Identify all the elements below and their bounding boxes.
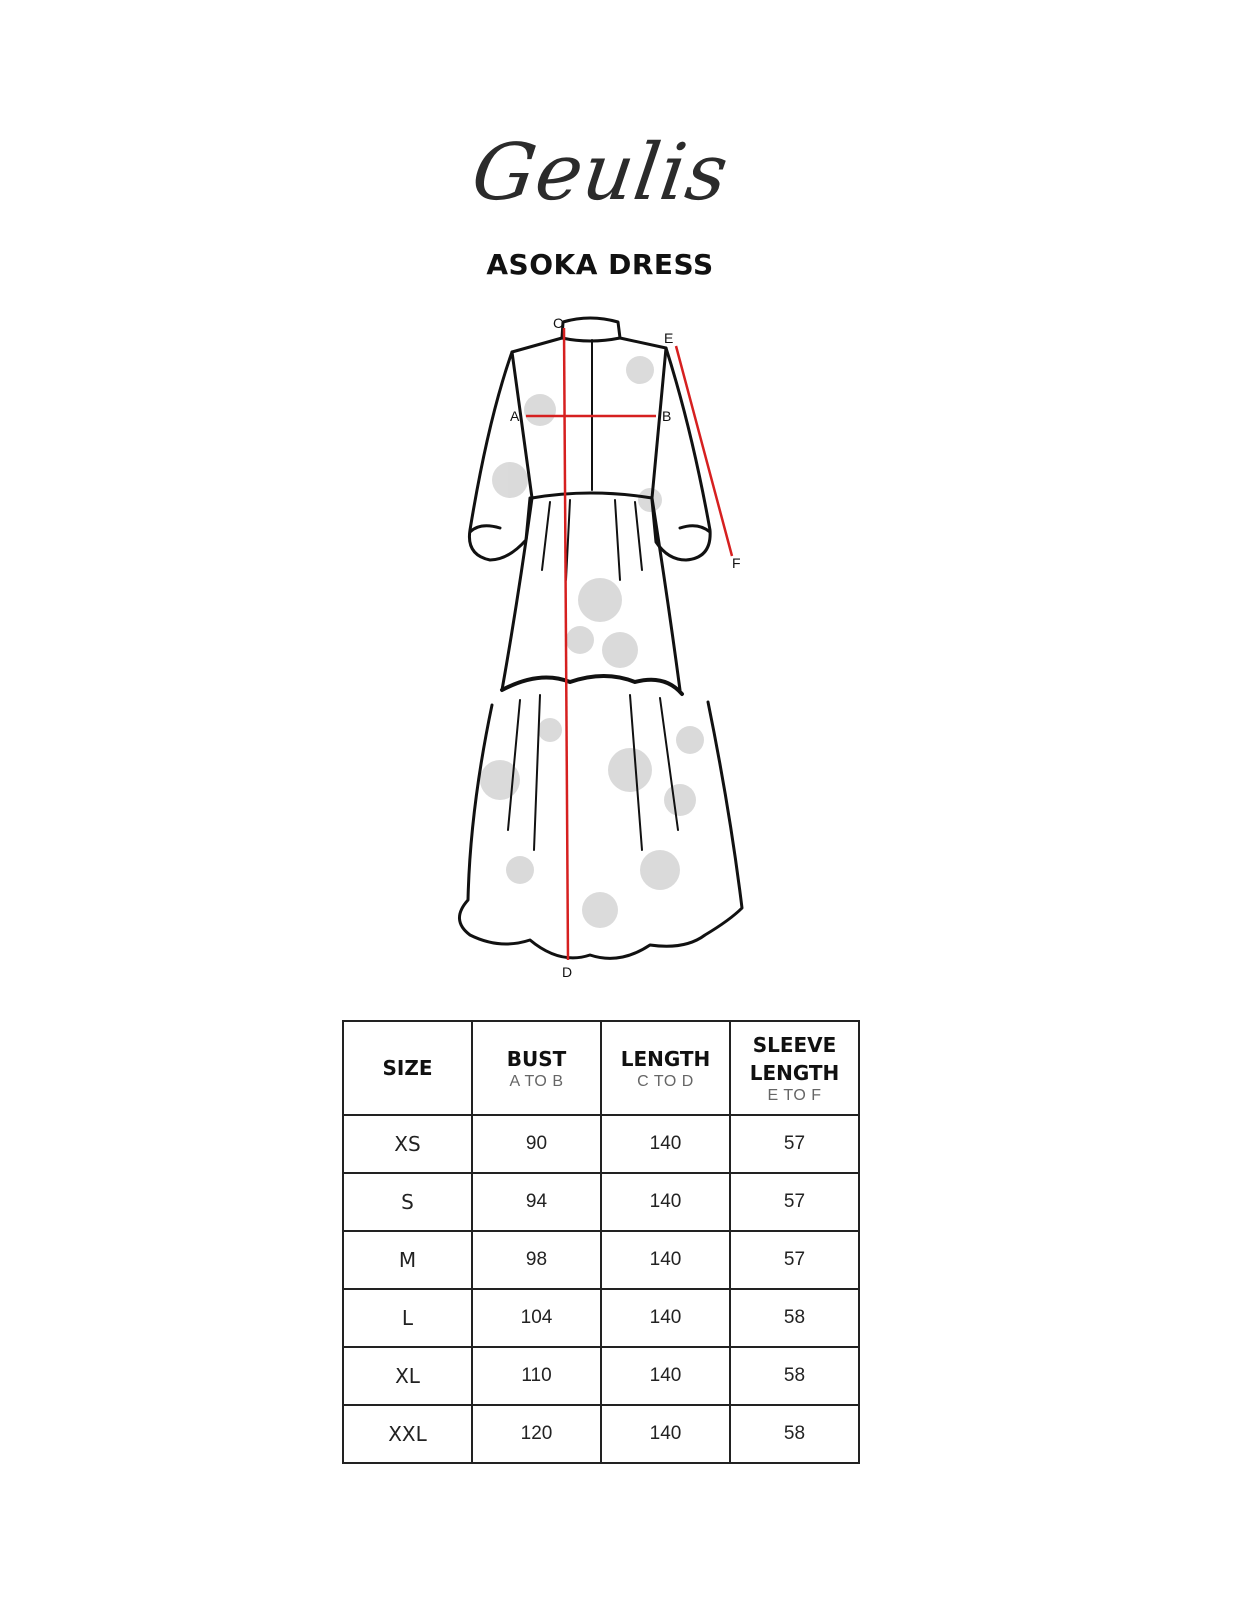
size-cell: XS: [343, 1115, 472, 1173]
size-cell: S: [343, 1173, 472, 1231]
sleeve-measure-line: [676, 346, 732, 556]
size-cell: XL: [343, 1347, 472, 1405]
header-length: LENGTH C TO D: [601, 1021, 730, 1115]
table-row: [343, 1405, 859, 1463]
length-cell: 140: [601, 1289, 730, 1347]
bust-cell: 94: [472, 1173, 601, 1231]
label-d: D: [562, 964, 573, 980]
table-row: [343, 1347, 859, 1405]
bust-cell: 120: [472, 1405, 601, 1463]
dress-outline: [459, 318, 742, 958]
length-cell: 140: [601, 1231, 730, 1289]
dress-illustration: [430, 310, 760, 990]
header-size: SIZE: [343, 1021, 472, 1115]
label-b: B: [662, 408, 672, 424]
length-cell: 140: [601, 1347, 730, 1405]
header-bust: BUST A TO B: [472, 1021, 601, 1115]
label-c: C: [553, 315, 564, 331]
length-cell: 140: [601, 1173, 730, 1231]
page-title: ASOKA DRESS: [486, 248, 714, 281]
bust-cell: 104: [472, 1289, 601, 1347]
bust-cell: 90: [472, 1115, 601, 1173]
table-row: [343, 1173, 859, 1231]
header-sleeve-length: SLEEVE LENGTH E TO F: [730, 1021, 859, 1115]
label-a: A: [510, 408, 520, 424]
brand-logo: [0, 128, 1200, 218]
sleeve-cell: 57: [730, 1115, 859, 1173]
label-f: F: [732, 555, 741, 571]
table-row: [343, 1289, 859, 1347]
label-e: E: [664, 330, 674, 346]
length-cell: 140: [601, 1115, 730, 1173]
sleeve-cell: 57: [730, 1231, 859, 1289]
bust-cell: 98: [472, 1231, 601, 1289]
size-chart-table: [342, 1020, 860, 1464]
table-row: [343, 1115, 859, 1173]
bust-cell: 110: [472, 1347, 601, 1405]
sleeve-cell: 58: [730, 1347, 859, 1405]
table-row: [343, 1231, 859, 1289]
size-cell: L: [343, 1289, 472, 1347]
sleeve-cell: 58: [730, 1289, 859, 1347]
length-cell: 140: [601, 1405, 730, 1463]
size-cell: M: [343, 1231, 472, 1289]
brand-logo-text: Geulis: [466, 128, 734, 218]
sleeve-cell: 57: [730, 1173, 859, 1231]
size-cell: XXL: [343, 1405, 472, 1463]
sleeve-cell: 58: [730, 1405, 859, 1463]
table-header-row: [343, 1021, 859, 1115]
